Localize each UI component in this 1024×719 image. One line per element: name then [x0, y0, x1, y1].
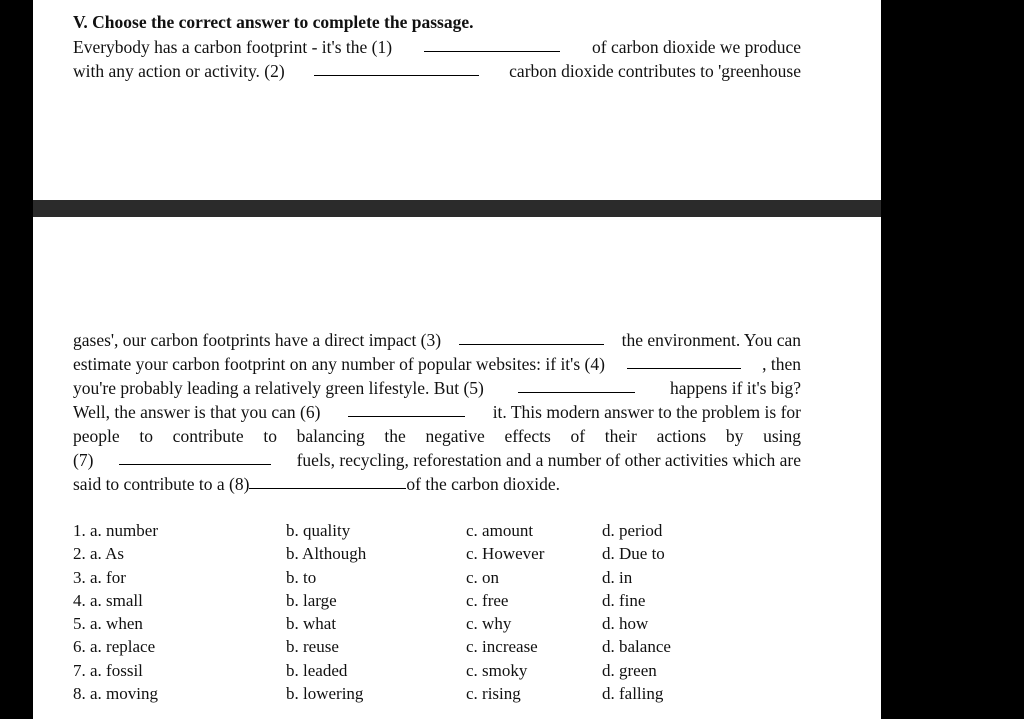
option-a[interactable]: 3. a. for: [73, 567, 126, 587]
option-b[interactable]: b. quality: [286, 521, 351, 540]
option-b[interactable]: b. Although: [286, 544, 367, 564]
passage-line: you're probably leading a relatively green lifestyle. But (5) happens if it's big?: [73, 378, 801, 398]
answer-blank-3[interactable]: [459, 328, 604, 345]
passage-line: Everybody has a carbon footprint - it's the (1) of carbon dioxide we produce: [73, 37, 801, 57]
option-d[interactable]: d. falling: [602, 684, 664, 704]
page-top-section: [33, 0, 881, 200]
option-b[interactable]: b. what: [286, 614, 337, 634]
option-d[interactable]: d. balance: [602, 637, 671, 657]
passage-line: (7) fuels, recycling, reforestation and a number of other activities which are: [73, 450, 801, 470]
option-c[interactable]: c. on: [466, 567, 500, 587]
passage-line: estimate your carbon footprint on any number of popular websites: if it's (4) , then: [73, 354, 801, 374]
passage-line: Well, the answer is that you can (6) it. This modern answer to the problem is for: [73, 402, 801, 422]
passage-part-2: [73, 328, 801, 496]
option-d[interactable]: d. Due to: [602, 544, 665, 564]
option-b[interactable]: b. reuse: [286, 637, 339, 657]
option-a[interactable]: 5. a. when: [73, 614, 143, 634]
option-d[interactable]: d. how: [602, 614, 649, 634]
option-b[interactable]: b. large: [286, 590, 337, 610]
option-c[interactable]: c. free: [466, 590, 509, 610]
option-a[interactable]: 7. a. fossil: [73, 660, 143, 680]
option-b[interactable]: b. leaded: [286, 660, 348, 680]
answer-blank-4[interactable]: [627, 352, 741, 369]
option-c[interactable]: c. smoky: [466, 660, 528, 680]
option-a[interactable]: 8. a. moving: [73, 684, 158, 704]
option-a[interactable]: 6. a. replace: [73, 637, 156, 657]
option-c[interactable]: c. rising: [466, 684, 521, 704]
option-a[interactable]: 1. a. number: [73, 521, 158, 540]
answer-blank-8[interactable]: [249, 472, 406, 489]
exercise-heading: V. Choose the correct answer to complete the passage.: [73, 12, 474, 32]
answer-blank-7[interactable]: [119, 448, 271, 465]
option-a[interactable]: 2. a. As: [73, 544, 124, 564]
passage-line: gases', our carbon footprints have a direct impact (3) the environment. You can: [73, 330, 801, 350]
option-d[interactable]: d. green: [602, 660, 657, 680]
option-d[interactable]: d. in: [602, 567, 633, 587]
option-d[interactable]: d. fine: [602, 590, 646, 610]
option-c[interactable]: c. amount: [466, 521, 534, 540]
passage-line: with any action or activity. (2) carbon dioxide contributes to 'greenhouse: [73, 61, 801, 81]
passage-line: people to contribute to balancing the negative effects of their actions by using: [73, 426, 801, 446]
option-a[interactable]: 4. a. small: [73, 590, 143, 610]
option-c[interactable]: c. However: [466, 544, 545, 564]
option-c[interactable]: c. why: [466, 614, 512, 634]
option-b[interactable]: b. lowering: [286, 684, 364, 704]
answer-blank-1[interactable]: [424, 35, 560, 52]
passage-line: said to contribute to a (8) of the carbon dioxide.: [73, 474, 560, 494]
passage-part-1: [73, 35, 801, 83]
option-d[interactable]: d. period: [602, 521, 663, 540]
option-c[interactable]: c. increase: [466, 637, 538, 657]
option-b[interactable]: b. to: [286, 567, 317, 587]
answer-blank-2[interactable]: [314, 59, 479, 76]
page-divider: [33, 200, 881, 217]
page-bottom-section: [33, 217, 881, 719]
answer-blank-6[interactable]: [348, 400, 465, 417]
answer-blank-5[interactable]: [518, 376, 635, 393]
